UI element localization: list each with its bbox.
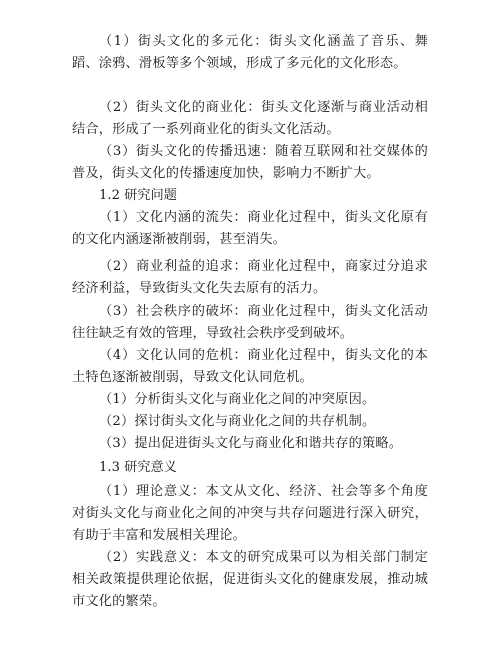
section-heading-research-questions: 1.2 研究问题 [99, 188, 177, 203]
section-heading-significance: 1.3 研究意义 [99, 460, 177, 475]
paragraph-question-2: （2）商业利益的追求：商业化过程中，商家过分追求经济利益，导致街头文化失去原有的活力。 [72, 259, 428, 296]
paragraph-goal-1: （1）分析街头文化与商业化之间的冲突原因。 [99, 392, 376, 407]
paragraph-question-3: （3）社会秩序的破坏：商业化过程中，街头文化活动往往缺乏有效的管理，导致社会秩序受到破坏。 [72, 304, 428, 341]
paragraph-question-4: （4）文化认同的危机：商业化过程中，街头文化的本土特色逐渐被削弱，导致文化认同危机。 [72, 348, 428, 385]
paragraph-theoretical-significance: （1）理论意义：本文从文化、经济、社会等多个角度对街头文化与商业化之间的冲突与共存问题进行深入研究，有助于丰富和发展相关理论。 [72, 484, 428, 543]
paragraph-commercialization: （2）街头文化的商业化：街头文化逐渐与商业活动相结合，形成了一系列商业化的街头文化活动。 [72, 100, 428, 137]
paragraph-spread: （3）街头文化的传播迅速：随着互联网和社交媒体的普及，街头文化的传播速度加快，影响力不断扩大。 [72, 144, 428, 181]
paragraph-question-1: （1）文化内涵的流失：商业化过程中，街头文化原有的文化内涵逐渐被削弱，甚至消失。 [72, 210, 428, 247]
paragraph-goal-2: （2）探讨街头文化与商业化之间的共存机制。 [99, 414, 376, 429]
paragraph-diversity: （1）街头文化的多元化：街头文化涵盖了音乐、舞蹈、涂鸦、滑板等多个领域，形成了多元化的文化形态。 [72, 34, 428, 71]
paragraph-goal-3: （3）提出促进街头文化与商业化和谐共存的策略。 [99, 436, 403, 451]
paragraph-practical-significance: （2）实践意义：本文的研究成果可以为相关部门制定相关政策提供理论依据，促进街头文化的健康发展，推动城市文化的繁荣。 [72, 550, 428, 609]
